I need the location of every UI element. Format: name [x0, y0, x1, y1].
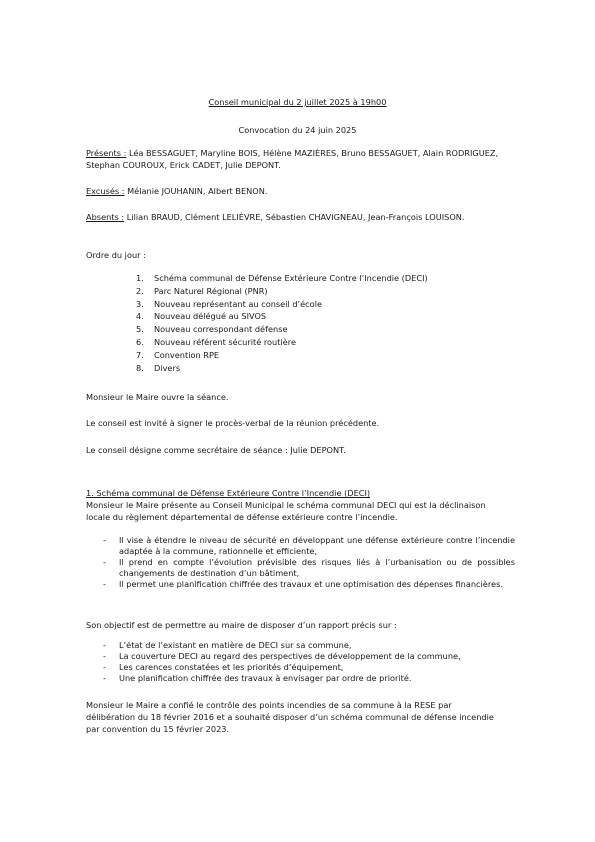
- agenda-item: 6. Nouveau référent sécurité routière: [136, 336, 296, 347]
- agenda-item: 5. Nouveau correspondant défense: [136, 324, 288, 335]
- excused-names: Mélanie JOUHANIN, Albert BENON.: [127, 186, 268, 196]
- present-names-1: Léa BESSAGUET, Maryline BOIS, Hélène MAZIÈRES, Bruno BESSAGUET, Alain RODRIGUEZ,: [128, 148, 499, 158]
- deci-goals-list: [103, 535, 515, 590]
- agenda-item: 2. Parc Naturel Régional (PNR): [136, 285, 268, 296]
- closing-line-3: par convention du 15 février 2023.: [86, 724, 230, 734]
- section-1-intro-1: Monsieur le Maire présente au Conseil Municipal le schéma communal DECI qui est la déclinaison: [86, 500, 486, 510]
- list-item: - Il vise à étendre le niveau de sécurité en développant une défense extérieure contre l’incendie adaptée à la commune, rationnelle et efficiente,: [103, 535, 515, 556]
- secretary-line: Le conseil désigne comme secrétaire de séance : Julie DEPONT.: [86, 445, 346, 455]
- absent-label: Absents :: [86, 212, 125, 222]
- present-names-2: Stephan COUROUX, Erick CADET, Julie DEPONT.: [86, 160, 281, 170]
- agenda-list: [136, 272, 428, 374]
- agenda-item: 8. Divers: [136, 362, 181, 373]
- list-item: - L’état de l’existant en matière de DECI sur sa commune,: [103, 640, 352, 650]
- present-label: Présents :: [86, 148, 127, 158]
- list-item: - Une planification chiffrée des travaux à envisager par ordre de priorité.: [103, 673, 412, 683]
- closing-line-2: délibération du 18 février 2016 et a souhaité disposer d’un schéma communal de défense incendie: [86, 712, 494, 722]
- meeting-title: Conseil municipal du 2 juillet 2025 à 19h00: [208, 97, 387, 107]
- convocation-date: Convocation du 24 juin 2025: [238, 125, 357, 135]
- list-item: - Il prend en compte l’évolution prévisible des risques liés à l’urbanisation ou de possibles changements de destination d’un bâtiment,: [103, 557, 515, 578]
- section-1-intro-2: locale du règlement départemental de défense extérieure contre l’incendie.: [86, 512, 398, 522]
- excused-label: Excusés :: [86, 186, 125, 196]
- list-item: - Il permet une planification chiffrée des travaux et une optimisation des dépenses financières.: [103, 579, 503, 589]
- agenda-item: 3. Nouveau représentant au conseil d’école: [136, 298, 323, 309]
- agenda-item: 1. Schéma communal de Défense Extérieure Contre l’Incendie (DECI): [136, 273, 428, 283]
- excused-line: [86, 186, 267, 197]
- objective-line: Son objectif est de permettre au maire de disposer d’un rapport précis sur :: [86, 620, 397, 630]
- closing-line-1: Monsieur le Maire a confié le contrôle des points incendies de sa commune à la RESE par: [86, 700, 452, 710]
- agenda-label: Ordre du jour :: [86, 250, 146, 260]
- report-topics-list: [103, 640, 515, 684]
- present-line-1: [86, 148, 498, 159]
- agenda-item: 7. Convention RPE: [136, 349, 220, 360]
- section-1-heading: 1. Schéma communal de Défense Extérieure Contre l’Incendie (DECI): [86, 488, 371, 498]
- pv-signature-line: Le conseil est invité à signer le procès-verbal de la réunion précédente.: [86, 418, 380, 428]
- list-item: - Les carences constatées et les priorités d’équipement,: [103, 662, 344, 672]
- absent-names: Lilian BRAUD, Clément LELIÈVRE, Sébastien CHAVIGNEAU, Jean-François LOUISON.: [126, 212, 465, 222]
- opening-line: Monsieur le Maire ouvre la séance.: [86, 392, 229, 402]
- absent-line: [86, 212, 465, 223]
- list-item: - La couverture DECI au regard des perspectives de développement de la commune,: [103, 651, 461, 661]
- agenda-item: 4. Nouveau délégué au SIVOS: [136, 311, 267, 322]
